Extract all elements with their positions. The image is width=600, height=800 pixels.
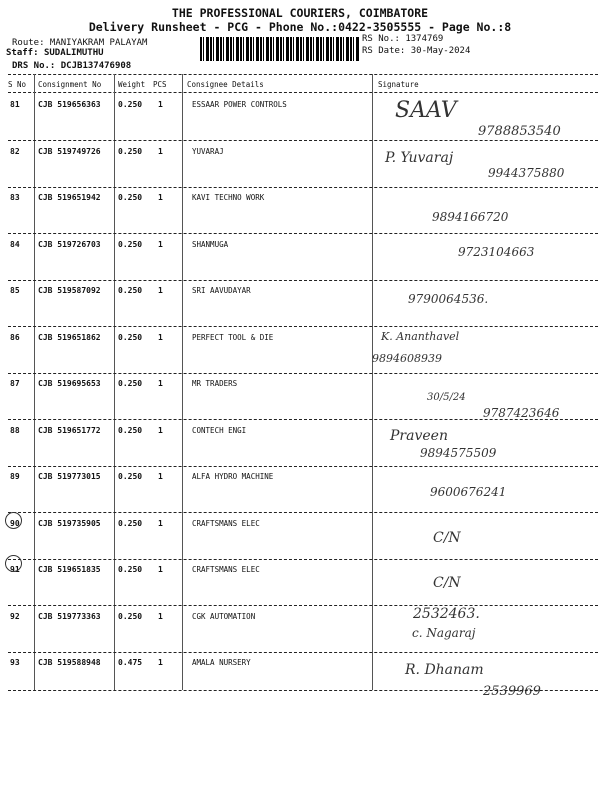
barcode	[200, 37, 360, 61]
company-title: THE PROFESSIONAL COURIERS, COIMBATORE	[171, 6, 429, 20]
row-consignee-name: ALFA HYDRO MACHINE	[192, 472, 274, 481]
row-signature: 30/5/24	[427, 392, 466, 403]
row-weight: 0.250	[118, 193, 143, 202]
row-divider	[8, 512, 598, 513]
row-signature: 9894166720	[432, 210, 509, 224]
column-rule	[182, 74, 183, 690]
row-weight: 0.250	[118, 565, 143, 574]
route-label: Route: MANIYAKRAM PALAYAM	[12, 38, 148, 48]
row-serial-number: 82	[10, 147, 20, 156]
row-consignee-name: CRAFTSMANS ELEC	[192, 565, 260, 574]
row-signature-phone: c. Nagaraj	[412, 626, 476, 640]
row-consignment-number: CJB 519651862	[38, 333, 101, 342]
runsheet-subtitle: Delivery Runsheet - PCG - Phone No.:0422-3505555 - Page No.:8	[88, 20, 512, 34]
row-weight: 0.250	[118, 333, 143, 342]
divider	[8, 74, 598, 75]
row-divider	[8, 559, 598, 560]
row-pcs: 1	[158, 100, 163, 109]
row-consignee-name: YUVARAJ	[192, 147, 224, 156]
column-rule	[114, 74, 115, 690]
row-serial-number: 90	[10, 519, 20, 528]
row-pcs: 1	[158, 147, 163, 156]
row-consignee-name: CRAFTSMANS ELEC	[192, 519, 260, 528]
row-consignment-number: CJB 519587092	[38, 286, 101, 295]
row-pcs: 1	[158, 240, 163, 249]
row-weight: 0.250	[118, 426, 143, 435]
row-signature-phone: 9787423646	[483, 406, 560, 420]
row-consignment-number: CJB 519773363	[38, 612, 101, 621]
row-pcs: 1	[158, 565, 163, 574]
rs-date: RS Date: 30-May-2024	[362, 46, 471, 56]
row-consignee-name: AMALA NURSERY	[192, 658, 251, 667]
divider	[8, 92, 598, 93]
row-serial-number: 92	[10, 612, 20, 621]
drs-number: DRS No.: DCJB137476908	[12, 61, 132, 71]
row-signature: C/N	[433, 530, 461, 546]
row-divider	[8, 419, 598, 420]
staff-name: SUDALIMUTHU	[43, 48, 104, 58]
row-signature: P. Yuvaraj	[385, 150, 454, 166]
circle-mark	[5, 555, 22, 572]
column-rule	[34, 74, 35, 690]
col-sno: S No	[8, 80, 27, 89]
row-consignee-name: ESSAAR POWER CONTROLS	[192, 100, 287, 109]
row-pcs: 1	[158, 472, 163, 481]
row-weight: 0.250	[118, 100, 143, 109]
row-serial-number: 81	[10, 100, 20, 109]
row-pcs: 1	[158, 286, 163, 295]
row-consignee-name: MR TRADERS	[192, 379, 238, 388]
row-signature-phone: 9788853540	[478, 124, 561, 139]
row-consignment-number: CJB 519651835	[38, 565, 101, 574]
row-consignee-name: CGK AUTOMATION	[192, 612, 256, 621]
col-signature: Signature	[378, 80, 419, 89]
row-divider	[8, 652, 598, 653]
row-consignment-number: CJB 519651772	[38, 426, 101, 435]
col-consignee: Consignee Details	[187, 80, 264, 89]
divider	[8, 690, 598, 691]
row-pcs: 1	[158, 519, 163, 528]
row-weight: 0.250	[118, 519, 143, 528]
row-pcs: 1	[158, 658, 163, 667]
row-serial-number: 85	[10, 286, 20, 295]
row-serial-number: 88	[10, 426, 20, 435]
row-serial-number: 89	[10, 472, 20, 481]
row-signature: Praveen	[390, 428, 448, 444]
rs-number: RS No.: 1374769	[362, 34, 444, 44]
row-signature: R. Dhanam	[405, 662, 484, 678]
row-signature: 9600676241	[430, 485, 507, 499]
col-pcs: PCS	[153, 80, 167, 89]
row-weight: 0.475	[118, 658, 143, 667]
row-serial-number: 87	[10, 379, 20, 388]
row-divider	[8, 140, 598, 141]
circle-mark	[5, 512, 22, 529]
row-consignee-name: CONTECH ENGI	[192, 426, 247, 435]
row-serial-number: 83	[10, 193, 20, 202]
row-consignee-name: SRI AAVUDAYAR	[192, 286, 251, 295]
row-serial-number: 93	[10, 658, 20, 667]
row-pcs: 1	[158, 612, 163, 621]
row-pcs: 1	[158, 333, 163, 342]
row-consignment-number: CJB 519726703	[38, 240, 101, 249]
row-signature: K. Ananthavel	[381, 330, 460, 343]
row-signature: 9723104663	[458, 245, 535, 259]
col-consignment: Consignment No	[38, 80, 102, 89]
row-signature: 2532463.	[413, 606, 480, 622]
row-divider	[8, 187, 598, 188]
col-weight: Weight	[118, 80, 146, 89]
row-serial-number: 84	[10, 240, 20, 249]
row-signature: 9790064536.	[408, 292, 489, 306]
row-weight: 0.250	[118, 472, 143, 481]
row-signature-phone: 9894608939	[372, 352, 442, 365]
row-signature: C/N	[433, 575, 461, 591]
row-consignment-number: CJB 519735905	[38, 519, 101, 528]
staff-label: Staff:	[6, 48, 39, 58]
row-consignment-number: CJB 519695653	[38, 379, 101, 388]
row-consignment-number: CJB 519749726	[38, 147, 101, 156]
row-pcs: 1	[158, 193, 163, 202]
row-serial-number: 91	[10, 565, 20, 574]
row-divider	[8, 233, 598, 234]
row-divider	[8, 373, 598, 374]
row-pcs: 1	[158, 426, 163, 435]
row-consignment-number: CJB 519651942	[38, 193, 101, 202]
row-signature: SAAV	[395, 98, 457, 123]
row-consignment-number: CJB 519588948	[38, 658, 101, 667]
staff-row	[6, 48, 104, 58]
row-consignee-name: KAVI TECHNO WORK	[192, 193, 265, 202]
row-divider	[8, 605, 598, 606]
row-weight: 0.250	[118, 147, 143, 156]
row-consignment-number: CJB 519656363	[38, 100, 101, 109]
row-divider	[8, 466, 598, 467]
row-pcs: 1	[158, 379, 163, 388]
row-signature-phone: 9944375880	[488, 166, 565, 180]
row-signature-phone: 2539969	[483, 684, 541, 699]
row-serial-number: 86	[10, 333, 20, 342]
row-weight: 0.250	[118, 379, 143, 388]
row-divider	[8, 280, 598, 281]
row-weight: 0.250	[118, 286, 143, 295]
row-consignment-number: CJB 519773015	[38, 472, 101, 481]
row-consignee-name: SHANMUGA	[192, 240, 229, 249]
column-rule	[372, 74, 373, 690]
row-divider	[8, 326, 598, 327]
row-weight: 0.250	[118, 240, 143, 249]
row-consignee-name: PERFECT TOOL & DIE	[192, 333, 274, 342]
row-weight: 0.250	[118, 612, 143, 621]
row-signature-phone: 9894575509	[420, 446, 497, 460]
